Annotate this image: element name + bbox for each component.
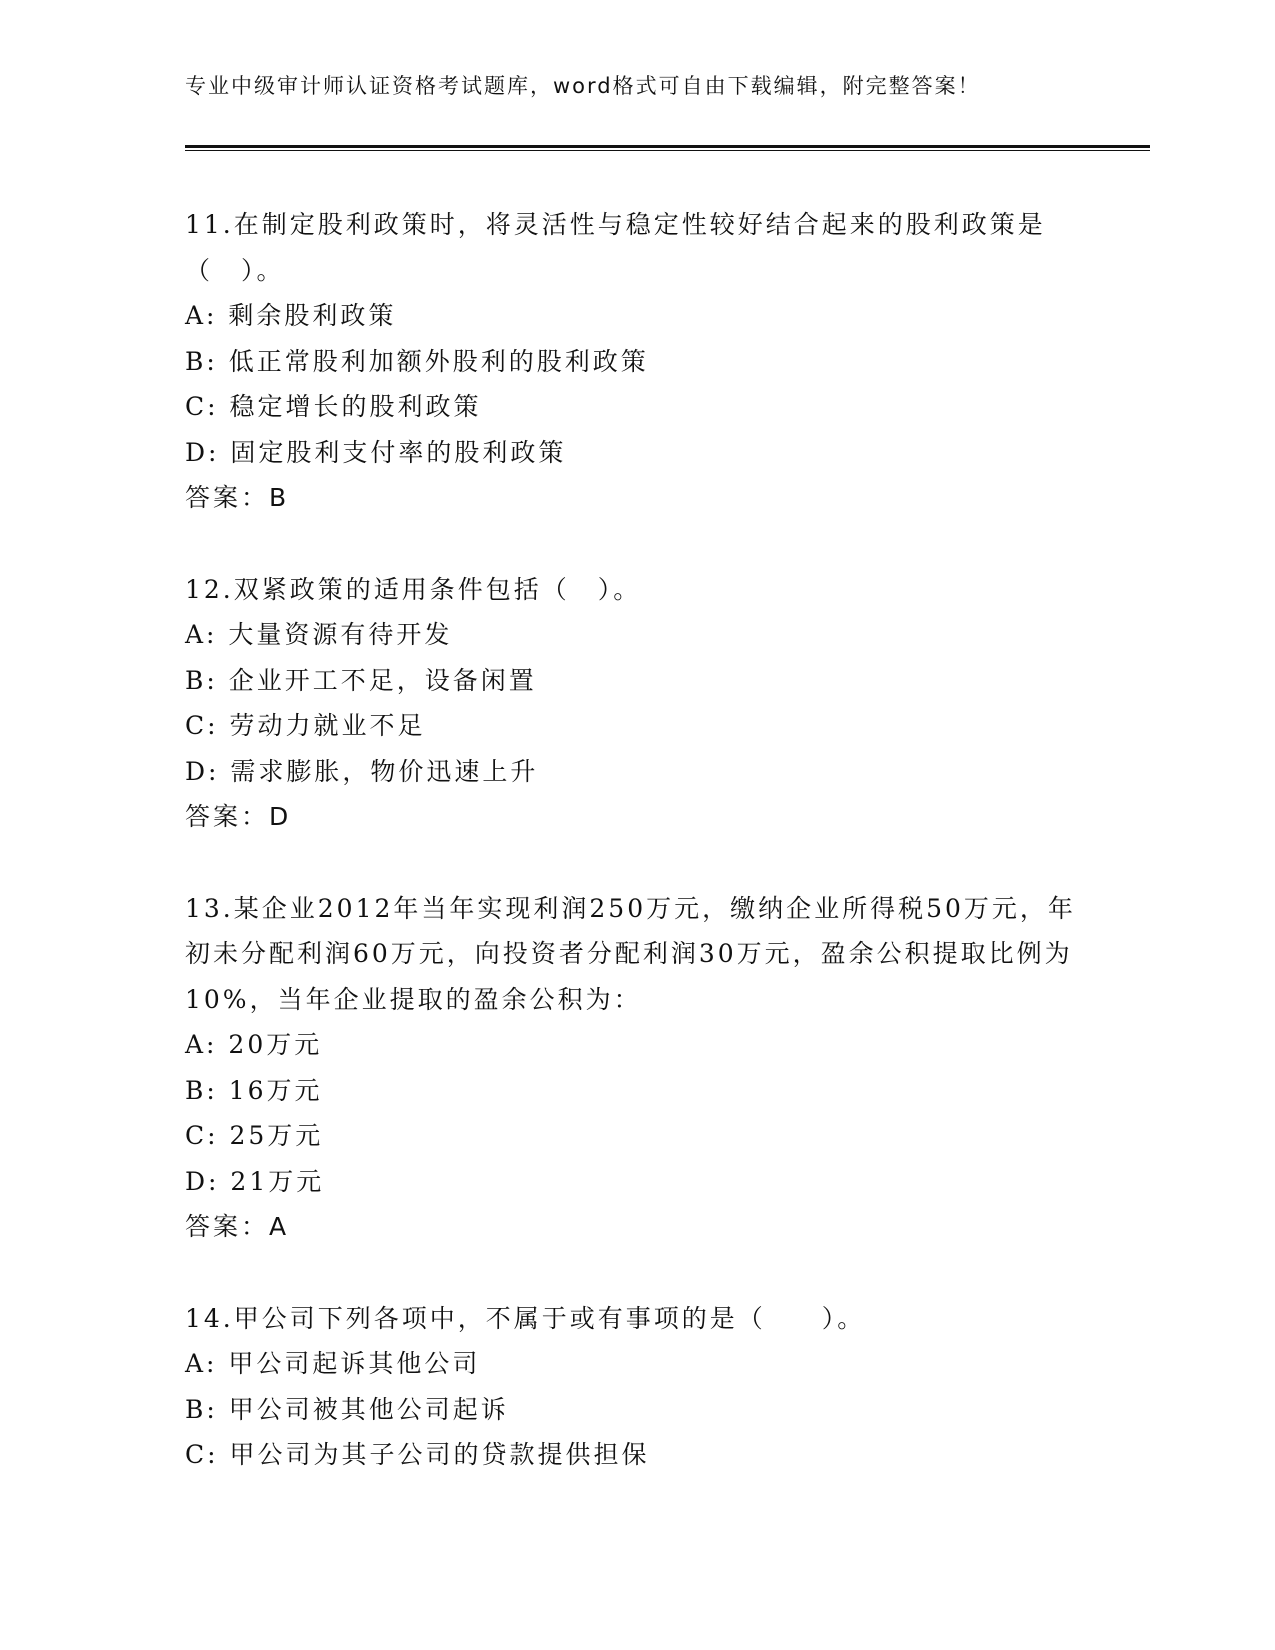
option-a: A: 甲公司起诉其他公司 bbox=[185, 1349, 481, 1378]
option-a: A: 大量资源有待开发 bbox=[185, 620, 453, 649]
option-a: A: 20万元 bbox=[185, 1030, 323, 1059]
answer-label: 答案：A bbox=[185, 1212, 290, 1241]
option-c: C: 25万元 bbox=[185, 1121, 324, 1150]
page-header: 专业中级审计师认证资格考试题库，word格式可自由下载编辑，附完整答案！ bbox=[185, 74, 981, 98]
question-11 bbox=[185, 202, 1085, 521]
question-13 bbox=[185, 886, 1085, 1250]
answer-label: 答案：B bbox=[185, 483, 290, 512]
question-stem: 12.双紧政策的适用条件包括（ ）。 bbox=[185, 574, 642, 604]
option-d: D: 21万元 bbox=[185, 1166, 325, 1196]
option-c: C: 甲公司为其子公司的贷款提供担保 bbox=[185, 1440, 650, 1469]
question-stem: 13.某企业2012年当年实现利润250万元，缴纳企业所得税50万元，年初未分配利润60万元，向投资者分配利润30万元，盈余公积提取比例为10%，当年企业提取的盈余公积为： bbox=[185, 893, 1076, 1014]
option-d: D: 需求膨胀，物价迅速上升 bbox=[185, 756, 539, 786]
option-b: B: 甲公司被其他公司起诉 bbox=[185, 1394, 509, 1424]
option-a: A: 剩余股利政策 bbox=[185, 301, 397, 330]
header-divider-thin bbox=[185, 150, 1150, 151]
question-12 bbox=[185, 567, 1085, 840]
option-d: D: 固定股利支付率的股利政策 bbox=[185, 437, 567, 467]
question-stem: 14.甲公司下列各项中，不属于或有事项的是（ ）。 bbox=[185, 1303, 866, 1333]
option-b: B: 低正常股利加额外股利的股利政策 bbox=[185, 346, 649, 376]
option-b: B: 16万元 bbox=[185, 1075, 323, 1105]
question-14 bbox=[185, 1296, 1085, 1478]
header-divider bbox=[185, 145, 1150, 148]
option-b: B: 企业开工不足，设备闲置 bbox=[185, 665, 537, 695]
option-c: C: 劳动力就业不足 bbox=[185, 711, 426, 740]
question-list bbox=[185, 202, 1085, 1524]
answer-label: 答案：D bbox=[185, 802, 292, 831]
question-stem: 11.在制定股利政策时，将灵活性与稳定性较好结合起来的股利政策是（ ）。 bbox=[185, 210, 1046, 285]
option-c: C: 稳定增长的股利政策 bbox=[185, 392, 482, 421]
